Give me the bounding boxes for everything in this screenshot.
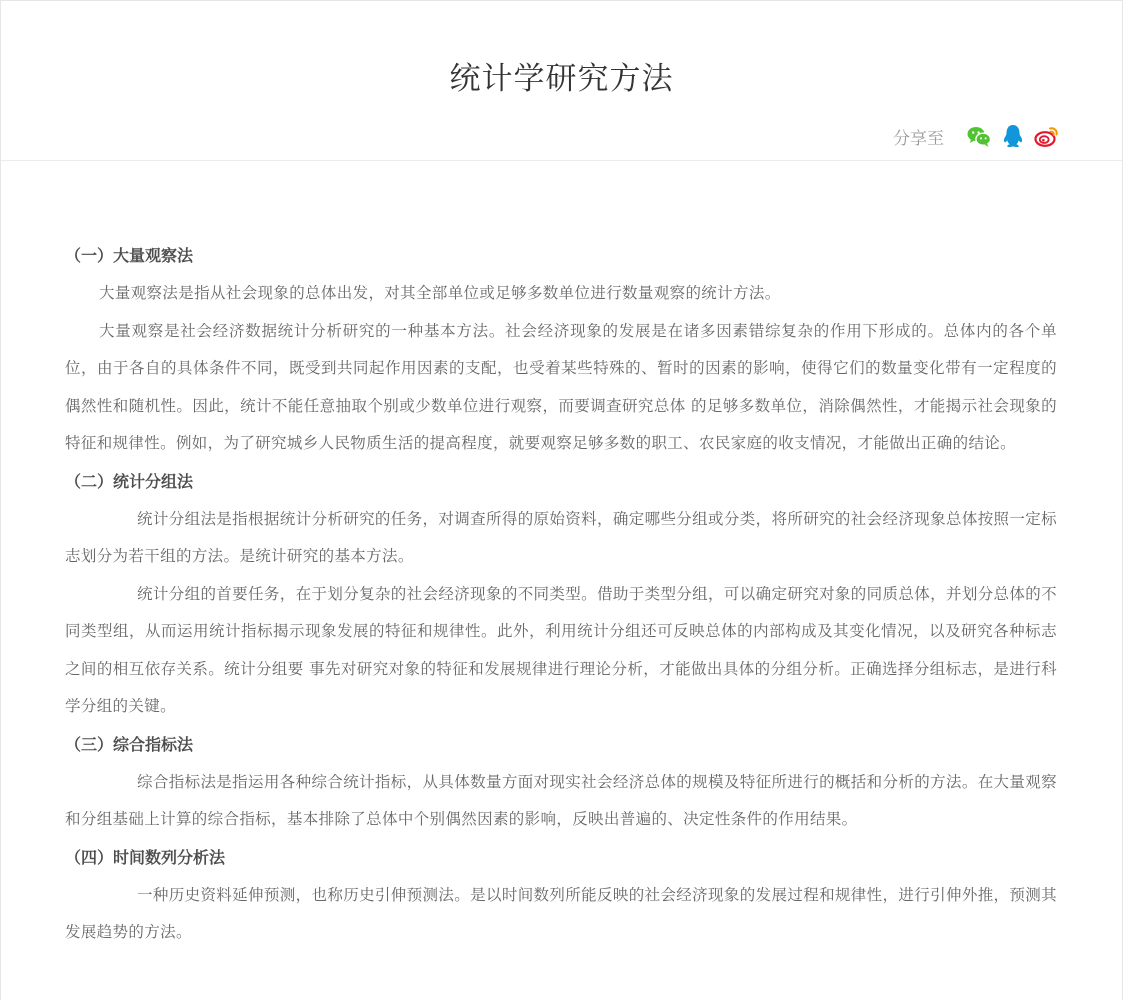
paragraph: 统计分组的首要任务，在于划分复杂的社会经济现象的不同类型。借助于类型分组，可以确定研究对象的同质总体，并划分总体的不同类型组，从而运用统计指标揭示现象发展的特征和规律性。此外，利用统计分组还可反映总体的内部构成及其变化情况，以及研究各种标志之间的相互依存关系。统计分组要 事先对研究对象的特征和发展规律进行理论分析，才能做出具体的分组分析。正确选择分组标志，是进行科学分组的关键。 bbox=[65, 584, 1057, 715]
qq-icon[interactable] bbox=[1000, 123, 1026, 149]
weibo-icon[interactable] bbox=[1034, 123, 1060, 149]
paragraph: 统计分组法是指根据统计分析研究的任务，对调查所得的原始资料，确定哪些分组或分类，将所研究的社会经济现象总体按照一定标志划分为若干组的方法。是统计研究的基本方法。 bbox=[65, 509, 1057, 565]
article-header bbox=[1, 1, 1122, 161]
section-heading: （一）大量观察法 bbox=[65, 246, 194, 265]
paragraph: 大量观察是社会经济数据统计分析研究的一种基本方法。社会经济现象的发展是在诸多因素错综复杂的作用下形成的。总体内的各个单位，由于各自的具体条件不同，既受到共同起作用因素的支配，也受着某些特殊的、暂时的因素的影响，使得它们的数量变化带有一定程度的偶然性和随机性。因此，统计不能任意抽取个别或少数单位进行观察，而要调查研究总体 的足够多数单位，消除偶然性，才能揭示社会现象的特征和规律性。例如，为了研究城乡人民物质生活的提高程度，就要观察足够多数的职工、农民家庭的收支情况，才能做出正确的结论。 bbox=[65, 321, 1057, 452]
section-heading: （二）统计分组法 bbox=[65, 471, 194, 491]
article-title: 统计学研究方法 bbox=[449, 61, 674, 97]
article-body bbox=[65, 237, 1057, 952]
paragraph: 综合指标法是指运用各种综合统计指标，从具体数量方面对现实社会经济总体的规模及特征所进行的概括和分析的方法。在大量观察和分组基础上计算的综合指标，基本排除了总体中个别偶然因素的影响，反映出普遍的、决定性条件的作用结果。 bbox=[65, 772, 1057, 828]
wechat-icon[interactable] bbox=[966, 123, 992, 149]
paragraph: 大量观察法是指从社会现象的总体出发，对其全部单位或足够多数单位进行数量观察的统计方法。 bbox=[99, 284, 781, 302]
section-heading: （四）时间数列分析法 bbox=[65, 847, 226, 867]
share-label: 分享至 bbox=[893, 128, 944, 149]
paragraph: 一种历史资料延伸预测，也称历史引伸预测法。是以时间数列所能反映的社会经济现象的发展过程和规律性，进行引伸外推，预测其发展趋势的方法。 bbox=[65, 885, 1057, 941]
section-heading: （三）综合指标法 bbox=[65, 734, 194, 754]
share-bar bbox=[893, 122, 1060, 150]
